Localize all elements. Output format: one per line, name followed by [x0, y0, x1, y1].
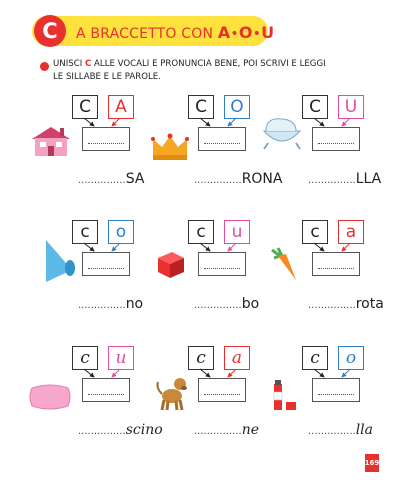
- instruction-highlight: C: [84, 59, 92, 69]
- connector-arrows: [60, 346, 150, 382]
- syllable-answer-box[interactable]: [82, 252, 130, 276]
- consonant-arrow: [200, 369, 210, 377]
- instruction-bullet: [40, 62, 49, 71]
- word-ending: rota: [355, 296, 384, 312]
- exercise-cell: [290, 220, 400, 330]
- glue-icon: [270, 380, 300, 414]
- crown-icon: [150, 133, 190, 161]
- page-number: 169: [365, 454, 379, 472]
- vowel-box: O: [224, 95, 250, 119]
- exercise-cell: [290, 95, 400, 205]
- word-ending: lla: [355, 422, 373, 438]
- title-vowel-a: A: [217, 23, 231, 42]
- consonant-box: c: [188, 346, 214, 370]
- vowel-box: o: [338, 346, 364, 370]
- connector-arrows: [60, 95, 150, 131]
- consonant-box: c: [302, 346, 328, 370]
- connector-arrows: [176, 220, 266, 256]
- instruction-part2: ALLE VOCALI E PRONUNCIA BENE, POI SCRIVI E LEGGI: [91, 59, 326, 69]
- consonant-arrow: [84, 118, 94, 126]
- syllable-answer-box[interactable]: [198, 127, 246, 151]
- title-vowel-u: U: [261, 23, 275, 42]
- vowel-arrow: [228, 243, 236, 251]
- word-fill-in: [194, 422, 259, 438]
- vowel-box: a: [224, 346, 250, 370]
- vowel-box: u: [108, 346, 134, 370]
- vowel-arrow: [112, 243, 120, 251]
- syllable-answer-box[interactable]: [312, 127, 360, 151]
- title-badge: C: [34, 15, 66, 47]
- word-blank[interactable]: ...............: [194, 426, 242, 437]
- syllable-answer-box[interactable]: [82, 127, 130, 151]
- word-ending: LLA: [355, 171, 382, 187]
- consonant-arrow: [314, 243, 324, 251]
- instruction-line2: LE SILLABE E LE PAROLE.: [53, 72, 161, 82]
- syllable-answer-box[interactable]: [198, 378, 246, 402]
- word-fill-in: [308, 422, 373, 438]
- consonant-box: C: [188, 95, 214, 119]
- word-blank[interactable]: ...............: [308, 426, 356, 437]
- word-blank[interactable]: ...............: [78, 300, 126, 311]
- title-sep-2: •: [252, 26, 262, 42]
- page-title: [76, 23, 274, 42]
- word-ending: RONA: [241, 171, 283, 187]
- vowel-arrow: [228, 118, 236, 126]
- cone-icon: [42, 238, 76, 284]
- vowel-arrow: [228, 369, 236, 377]
- title-sep-1: •: [230, 26, 239, 42]
- exercise-cell: [290, 346, 400, 456]
- consonant-arrow: [84, 369, 94, 377]
- vowel-arrow: [112, 369, 120, 377]
- cradle-icon: [260, 115, 304, 151]
- cube-icon: [154, 248, 188, 280]
- consonant-arrow: [200, 243, 210, 251]
- word-fill-in: [78, 171, 144, 187]
- consonant-box: C: [302, 95, 328, 119]
- consonant-box: c: [72, 346, 98, 370]
- word-fill-in: [194, 171, 282, 187]
- instruction-part1: UNISCI: [53, 59, 85, 69]
- vowel-arrow: [112, 118, 120, 126]
- vowel-arrow: [342, 118, 350, 126]
- consonant-arrow: [200, 118, 210, 126]
- consonant-arrow: [314, 118, 324, 126]
- carrot-icon: [268, 246, 302, 282]
- vowel-arrow: [342, 369, 350, 377]
- word-ending: no: [125, 296, 144, 312]
- word-blank[interactable]: ...............: [308, 300, 356, 311]
- vowel-box: o: [108, 220, 134, 244]
- word-fill-in: [78, 296, 143, 312]
- vowel-box: a: [338, 220, 364, 244]
- word-blank[interactable]: ...............: [194, 175, 242, 186]
- consonant-box: C: [72, 95, 98, 119]
- consonant-box: c: [302, 220, 328, 244]
- word-ending: SA: [125, 171, 145, 187]
- syllable-answer-box[interactable]: [82, 378, 130, 402]
- word-fill-in: [308, 171, 381, 187]
- word-fill-in: [194, 296, 259, 312]
- vowel-box: u: [224, 220, 250, 244]
- connector-arrows: [290, 220, 380, 256]
- word-ending: bo: [241, 296, 260, 312]
- consonant-box: c: [72, 220, 98, 244]
- connector-arrows: [290, 346, 380, 382]
- consonant-arrow: [84, 243, 94, 251]
- title-label: A BRACCETTO CON: [76, 26, 214, 42]
- syllable-answer-box[interactable]: [312, 378, 360, 402]
- dog-icon: [154, 372, 190, 412]
- instruction: [53, 58, 326, 84]
- word-blank[interactable]: ...............: [308, 175, 356, 186]
- word-blank[interactable]: ...............: [78, 175, 126, 186]
- consonant-arrow: [314, 369, 324, 377]
- word-blank[interactable]: ...............: [78, 426, 126, 437]
- vowel-arrow: [342, 243, 350, 251]
- word-fill-in: [78, 422, 163, 438]
- word-ending: ne: [241, 422, 259, 438]
- word-fill-in: [308, 296, 384, 312]
- cushion-icon: [28, 382, 72, 412]
- word-blank[interactable]: ...............: [194, 300, 242, 311]
- title-vowel-o: O: [238, 23, 253, 42]
- vowel-box: A: [108, 95, 134, 119]
- syllable-answer-box[interactable]: [312, 252, 360, 276]
- house-icon: [30, 125, 72, 157]
- consonant-box: c: [188, 220, 214, 244]
- syllable-answer-box[interactable]: [198, 252, 246, 276]
- word-ending: scino: [125, 422, 163, 438]
- connector-arrows: [176, 95, 266, 131]
- vowel-box: U: [338, 95, 364, 119]
